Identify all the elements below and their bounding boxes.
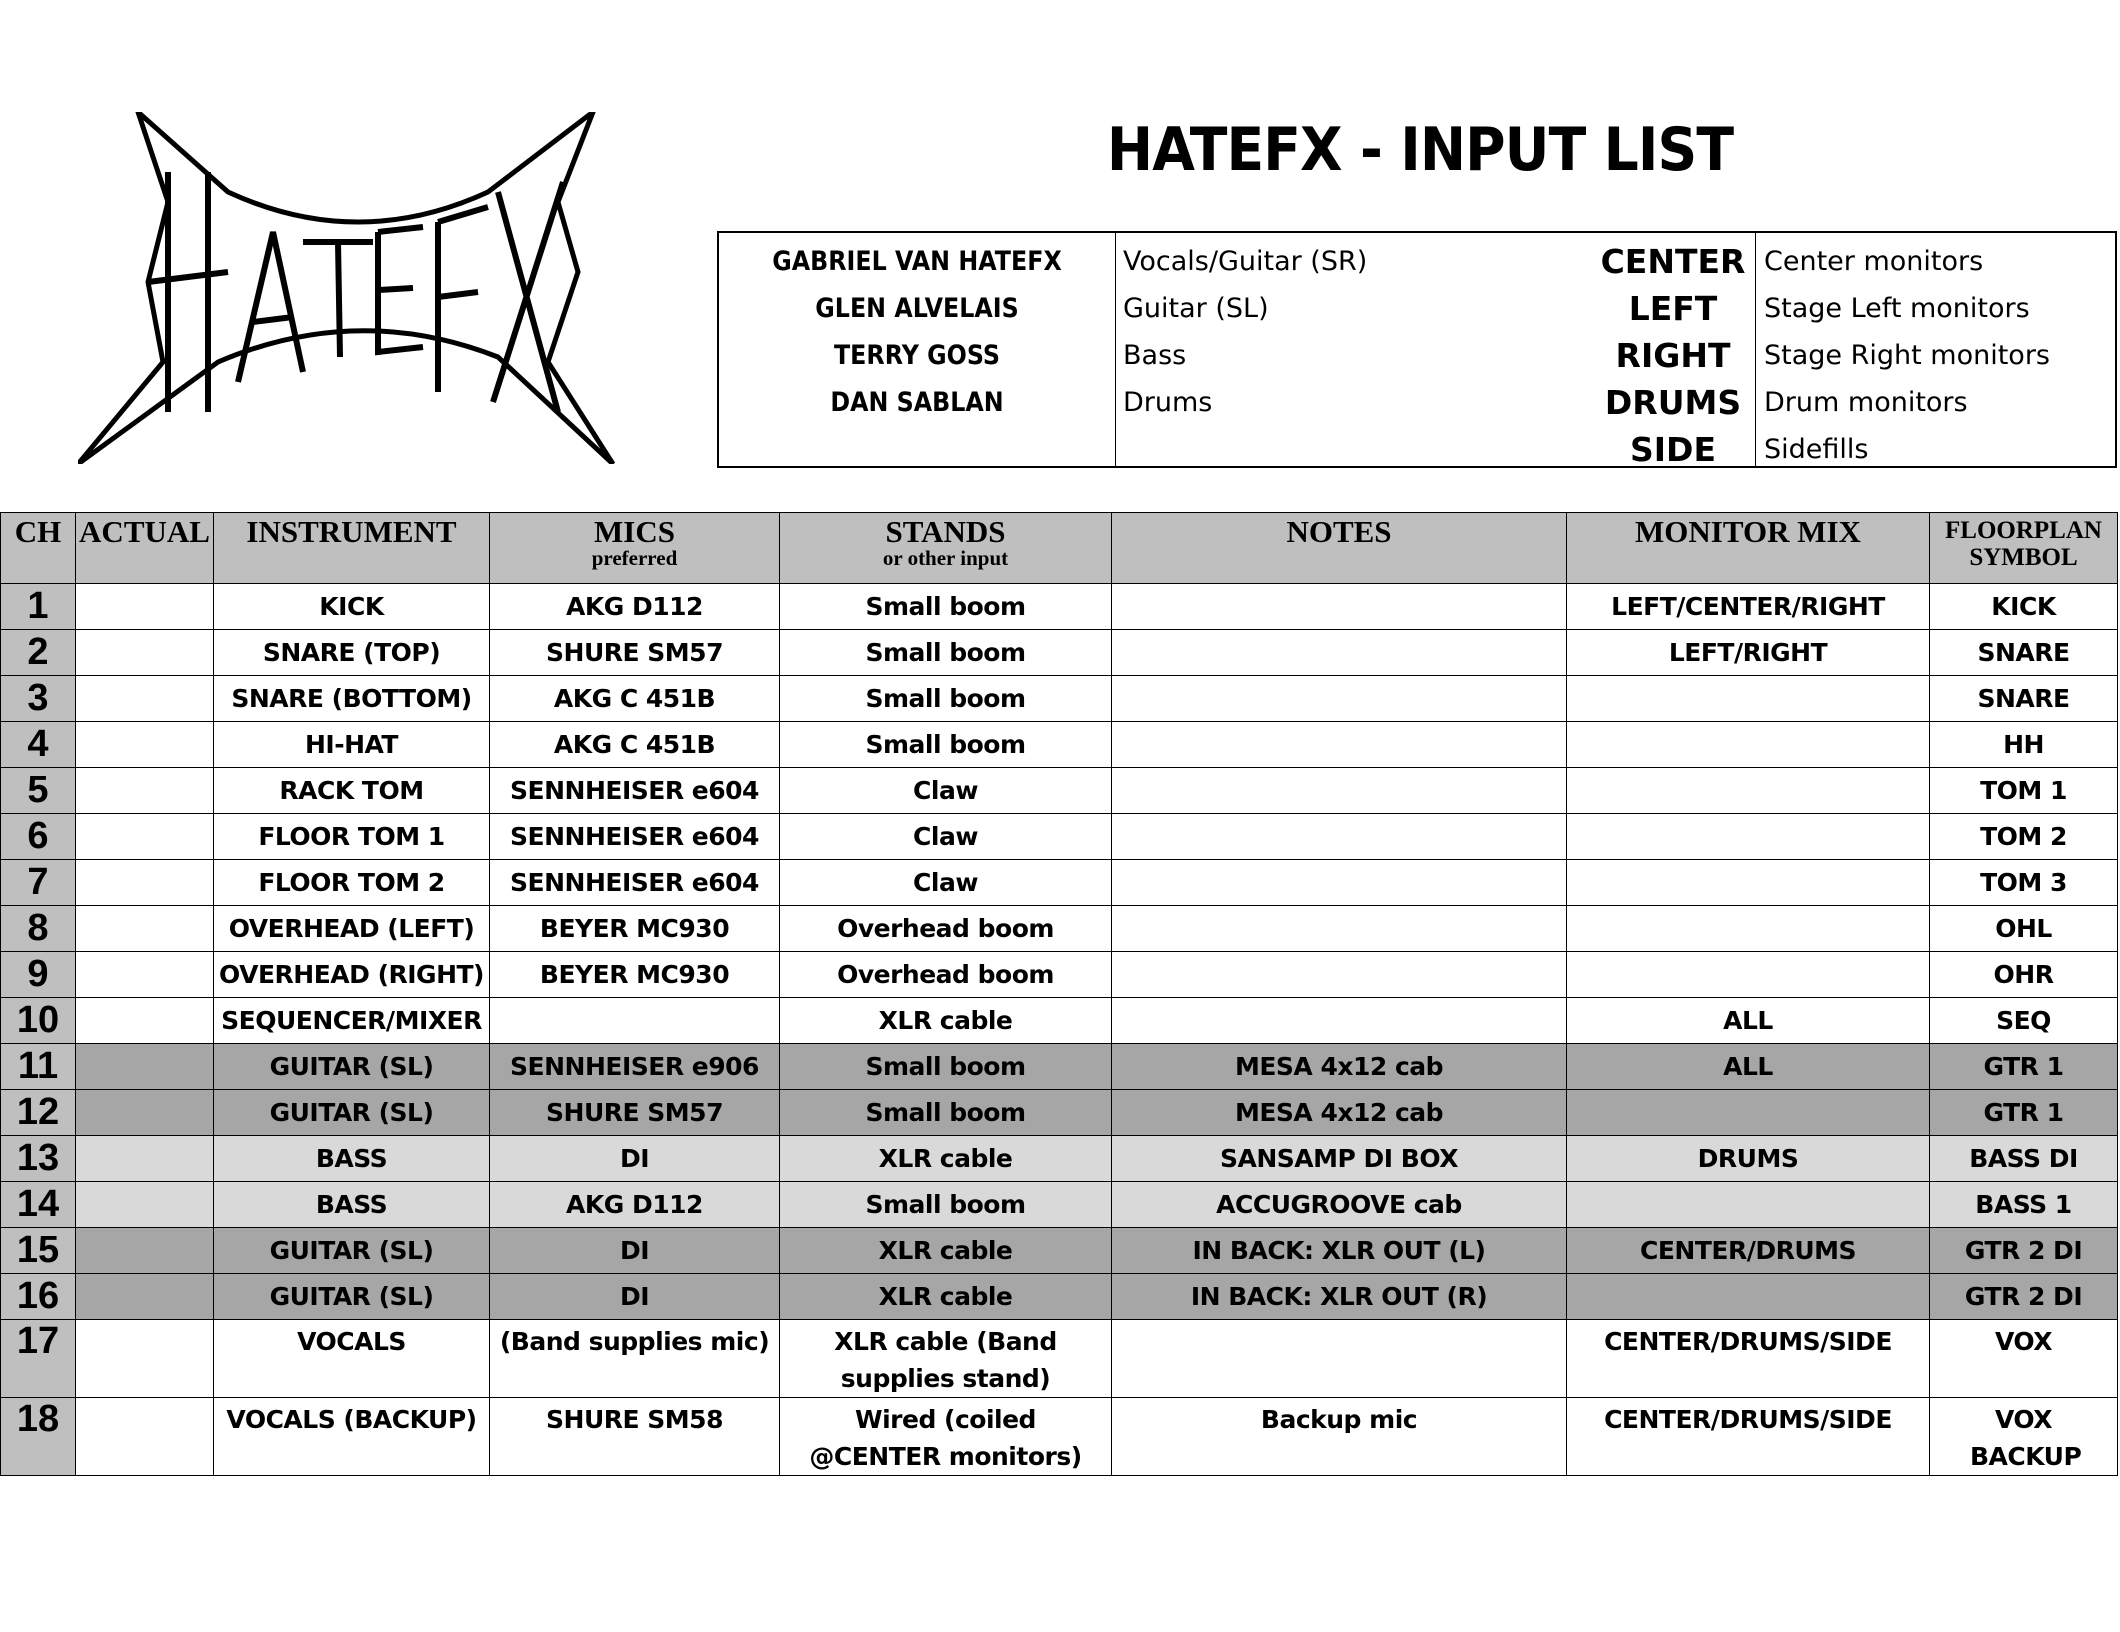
member-role: Drums (1123, 387, 1213, 418)
header-floorplan (1930, 513, 2118, 584)
instrument-cell: GUITAR (SL) (214, 1090, 490, 1136)
floorplan-symbol-cell: TOM 3 (1930, 860, 2118, 906)
stand-cell: Small boom (780, 584, 1112, 630)
header-stands-sub: or other input (882, 546, 1009, 570)
notes-cell: Backup mic (1112, 1398, 1567, 1476)
instrument-cell: VOCALS (214, 1320, 490, 1398)
mic-cell (490, 998, 780, 1044)
monitor-desc: Center monitors (1764, 246, 1984, 277)
channel-number: 10 (1, 998, 76, 1044)
monitor-mix-cell: ALL (1567, 998, 1930, 1044)
mic-cell: AKG C 451B (490, 676, 780, 722)
member-name: GLEN ALVELAIS (815, 293, 1019, 324)
channel-number: 14 (1, 1182, 76, 1228)
channel-number: 13 (1, 1136, 76, 1182)
page-title: HATEFX - INPUT LIST (1106, 115, 1734, 185)
floorplan-symbol-cell: BASS 1 (1930, 1182, 2118, 1228)
instrument-cell: BASS (214, 1182, 490, 1228)
floorplan-symbol-cell: VOX BACKUP (1930, 1398, 2118, 1476)
monitor-key: SIDE (1630, 430, 1716, 469)
stand-cell: Wired (coiled @CENTER monitors) (780, 1398, 1112, 1476)
channel-number: 8 (1, 906, 76, 952)
monitor-mix-cell: DRUMS (1567, 1136, 1930, 1182)
stand-cell: XLR cable (780, 998, 1112, 1044)
floorplan-symbol-cell: SNARE (1930, 630, 2118, 676)
stand-cell: Small boom (780, 1182, 1112, 1228)
floorplan-symbol-cell: TOM 1 (1930, 768, 2118, 814)
actual-cell (76, 630, 214, 676)
mic-cell: SHURE SM57 (490, 630, 780, 676)
monitor-mix-cell (1567, 1274, 1930, 1320)
table-row (1, 860, 2118, 906)
floorplan-symbol-cell: GTR 1 (1930, 1044, 2118, 1090)
notes-cell: IN BACK: XLR OUT (R) (1112, 1274, 1567, 1320)
logo-text: HATEFX (358, 452, 362, 453)
actual-cell (76, 1090, 214, 1136)
instrument-cell: KICK (214, 584, 490, 630)
table-row (1, 952, 2118, 998)
notes-cell (1112, 860, 1567, 906)
table-row (1, 998, 2118, 1044)
table-header-row (1, 513, 2118, 584)
input-list-table (0, 512, 2118, 1476)
notes-cell (1112, 952, 1567, 998)
monitor-desc: Stage Left monitors (1764, 293, 2030, 324)
mic-cell: AKG D112 (490, 584, 780, 630)
actual-cell (76, 860, 214, 906)
mic-cell: SHURE SM57 (490, 1090, 780, 1136)
monitor-descriptions (1756, 233, 2115, 466)
mic-cell: (Band supplies mic) (490, 1320, 780, 1398)
channel-number: 9 (1, 952, 76, 998)
floorplan-symbol-cell: GTR 2 DI (1930, 1228, 2118, 1274)
monitor-mix-cell: CENTER/DRUMS/SIDE (1567, 1398, 1930, 1476)
monitor-desc: Stage Right monitors (1764, 340, 2050, 371)
band-info-table (717, 231, 2117, 468)
instrument-cell: OVERHEAD (RIGHT) (214, 952, 490, 998)
actual-cell (76, 584, 214, 630)
channel-number: 2 (1, 630, 76, 676)
member-role: Bass (1123, 340, 1187, 371)
band-member-names (719, 233, 1116, 466)
monitor-mix-cell: LEFT/RIGHT (1567, 630, 1930, 676)
channel-number: 5 (1, 768, 76, 814)
channel-number: 7 (1, 860, 76, 906)
floorplan-symbol-cell: OHL (1930, 906, 2118, 952)
monitor-mix-cell (1567, 768, 1930, 814)
instrument-cell: SNARE (TOP) (214, 630, 490, 676)
table-row (1, 722, 2118, 768)
monitor-mix-cell (1567, 952, 1930, 998)
monitor-mix-cell: CENTER/DRUMS/SIDE (1567, 1320, 1930, 1398)
channel-number: 18 (1, 1398, 76, 1476)
monitor-desc: Drum monitors (1764, 387, 1968, 418)
notes-cell: MESA 4x12 cab (1112, 1044, 1567, 1090)
stand-cell: Small boom (780, 1044, 1112, 1090)
member-name: TERRY GOSS (833, 340, 1001, 371)
actual-cell (76, 1274, 214, 1320)
mic-cell: AKG C 451B (490, 722, 780, 768)
stand-cell: Small boom (780, 722, 1112, 768)
header-stands (780, 513, 1112, 584)
table-row (1, 1320, 2118, 1398)
notes-cell (1112, 768, 1567, 814)
mic-cell: SENNHEISER e906 (490, 1044, 780, 1090)
monitor-mix-cell (1567, 814, 1930, 860)
monitor-key: CENTER (1600, 242, 1746, 281)
instrument-cell: VOCALS (BACKUP) (214, 1398, 490, 1476)
mic-cell: SENNHEISER e604 (490, 814, 780, 860)
floorplan-symbol-cell: OHR (1930, 952, 2118, 998)
instrument-cell: FLOOR TOM 1 (214, 814, 490, 860)
stand-cell: XLR cable (Band supplies stand) (780, 1320, 1112, 1398)
member-role: Vocals/Guitar (SR) (1123, 246, 1368, 277)
floorplan-symbol-cell: KICK (1930, 584, 2118, 630)
table-row (1, 676, 2118, 722)
floorplan-symbol-cell: VOX (1930, 1320, 2118, 1398)
monitor-key: DRUMS (1604, 383, 1742, 422)
channel-number: 15 (1, 1228, 76, 1274)
header-mics-sub: preferred (591, 546, 678, 570)
mic-cell: SENNHEISER e604 (490, 768, 780, 814)
monitor-mix-cell: LEFT/CENTER/RIGHT (1567, 584, 1930, 630)
header-ch: CH (1, 513, 76, 584)
stand-cell: Overhead boom (780, 952, 1112, 998)
monitor-mix-cell (1567, 1182, 1930, 1228)
actual-cell (76, 906, 214, 952)
notes-cell (1112, 1320, 1567, 1398)
table-row (1, 1182, 2118, 1228)
member-name: GABRIEL VAN HATEFX (772, 246, 1062, 277)
notes-cell (1112, 814, 1567, 860)
floorplan-symbol-cell: SNARE (1930, 676, 2118, 722)
header-notes: NOTES (1112, 513, 1567, 584)
mic-cell: DI (490, 1274, 780, 1320)
notes-cell (1112, 676, 1567, 722)
stand-cell: XLR cable (780, 1228, 1112, 1274)
stand-cell: Small boom (780, 676, 1112, 722)
actual-cell (76, 768, 214, 814)
actual-cell (76, 952, 214, 998)
mic-cell: AKG D112 (490, 1182, 780, 1228)
actual-cell (76, 1320, 214, 1398)
notes-cell: ACCUGROOVE cab (1112, 1182, 1567, 1228)
monitor-mix-cell (1567, 1090, 1930, 1136)
mic-cell: SENNHEISER e604 (490, 860, 780, 906)
table-row (1, 1044, 2118, 1090)
header-stands-label: STANDS (885, 514, 1006, 549)
actual-cell (76, 1228, 214, 1274)
instrument-cell: GUITAR (SL) (214, 1228, 490, 1274)
monitor-key: LEFT (1628, 289, 1718, 328)
actual-cell (76, 998, 214, 1044)
channel-number: 17 (1, 1320, 76, 1398)
monitor-key: RIGHT (1615, 336, 1731, 375)
instrument-cell: GUITAR (SL) (214, 1044, 490, 1090)
monitor-mix-cell: CENTER/DRUMS (1567, 1228, 1930, 1274)
instrument-cell: BASS (214, 1136, 490, 1182)
notes-cell: IN BACK: XLR OUT (L) (1112, 1228, 1567, 1274)
header-mics-label: MICS (594, 514, 675, 549)
stand-cell: Claw (780, 768, 1112, 814)
stand-cell: Claw (780, 814, 1112, 860)
instrument-cell: GUITAR (SL) (214, 1274, 490, 1320)
actual-cell (76, 1398, 214, 1476)
stand-cell: XLR cable (780, 1274, 1112, 1320)
monitor-mix-cell (1567, 676, 1930, 722)
channel-number: 11 (1, 1044, 76, 1090)
table-row (1, 1136, 2118, 1182)
mic-cell: DI (490, 1136, 780, 1182)
floorplan-symbol-cell: TOM 2 (1930, 814, 2118, 860)
table-row (1, 1228, 2118, 1274)
notes-cell (1112, 630, 1567, 676)
actual-cell (76, 1182, 214, 1228)
table-row (1, 584, 2118, 630)
table-row (1, 1398, 2118, 1476)
floorplan-symbol-cell: SEQ (1930, 998, 2118, 1044)
notes-cell (1112, 998, 1567, 1044)
floorplan-symbol-cell: GTR 1 (1930, 1090, 2118, 1136)
header-floorplan-sub: SYMBOL (1969, 544, 2078, 571)
stand-cell: Small boom (780, 1090, 1112, 1136)
actual-cell (76, 1136, 214, 1182)
notes-cell (1112, 906, 1567, 952)
channel-number: 6 (1, 814, 76, 860)
instrument-cell: OVERHEAD (LEFT) (214, 906, 490, 952)
header-instrument: INSTRUMENT (214, 513, 490, 584)
stand-cell: Overhead boom (780, 906, 1112, 952)
monitor-mix-cell (1567, 906, 1930, 952)
notes-cell (1112, 722, 1567, 768)
monitor-mix-cell: ALL (1567, 1044, 1930, 1090)
header-floorplan-label: FLOORPLAN (1945, 517, 2102, 544)
member-roles-and-monitor-keys (1115, 233, 1756, 469)
header-actual: ACTUAL (76, 513, 214, 584)
instrument-cell: SEQUENCER/MIXER (214, 998, 490, 1044)
header-mics (490, 513, 780, 584)
table-row (1, 814, 2118, 860)
channel-number: 12 (1, 1090, 76, 1136)
table-row (1, 1274, 2118, 1320)
table-row (1, 906, 2118, 952)
actual-cell (76, 814, 214, 860)
monitor-mix-cell (1567, 860, 1930, 906)
floorplan-symbol-cell: HH (1930, 722, 2118, 768)
instrument-cell: HI-HAT (214, 722, 490, 768)
notes-cell: MESA 4x12 cab (1112, 1090, 1567, 1136)
channel-number: 16 (1, 1274, 76, 1320)
mic-cell: SHURE SM58 (490, 1398, 780, 1476)
notes-cell (1112, 584, 1567, 630)
channel-number: 1 (1, 584, 76, 630)
actual-cell (76, 1044, 214, 1090)
band-logo-icon (78, 112, 638, 464)
stand-cell: XLR cable (780, 1136, 1112, 1182)
instrument-cell: SNARE (BOTTOM) (214, 676, 490, 722)
monitor-mix-cell (1567, 722, 1930, 768)
member-name: DAN SABLAN (830, 387, 1004, 418)
floorplan-symbol-cell: GTR 2 DI (1930, 1274, 2118, 1320)
monitor-desc: Sidefills (1764, 434, 1869, 465)
floorplan-symbol-cell: BASS DI (1930, 1136, 2118, 1182)
mic-cell: BEYER MC930 (490, 952, 780, 998)
member-role: Guitar (SL) (1123, 293, 1269, 324)
stand-cell: Small boom (780, 630, 1112, 676)
mic-cell: BEYER MC930 (490, 906, 780, 952)
actual-cell (76, 722, 214, 768)
stand-cell: Claw (780, 860, 1112, 906)
table-row (1, 768, 2118, 814)
header-monitor-mix: MONITOR MIX (1567, 513, 1930, 584)
instrument-cell: FLOOR TOM 2 (214, 860, 490, 906)
table-row (1, 630, 2118, 676)
instrument-cell: RACK TOM (214, 768, 490, 814)
actual-cell (76, 676, 214, 722)
channel-number: 3 (1, 676, 76, 722)
table-row (1, 1090, 2118, 1136)
channel-number: 4 (1, 722, 76, 768)
mic-cell: DI (490, 1228, 780, 1274)
notes-cell: SANSAMP DI BOX (1112, 1136, 1567, 1182)
